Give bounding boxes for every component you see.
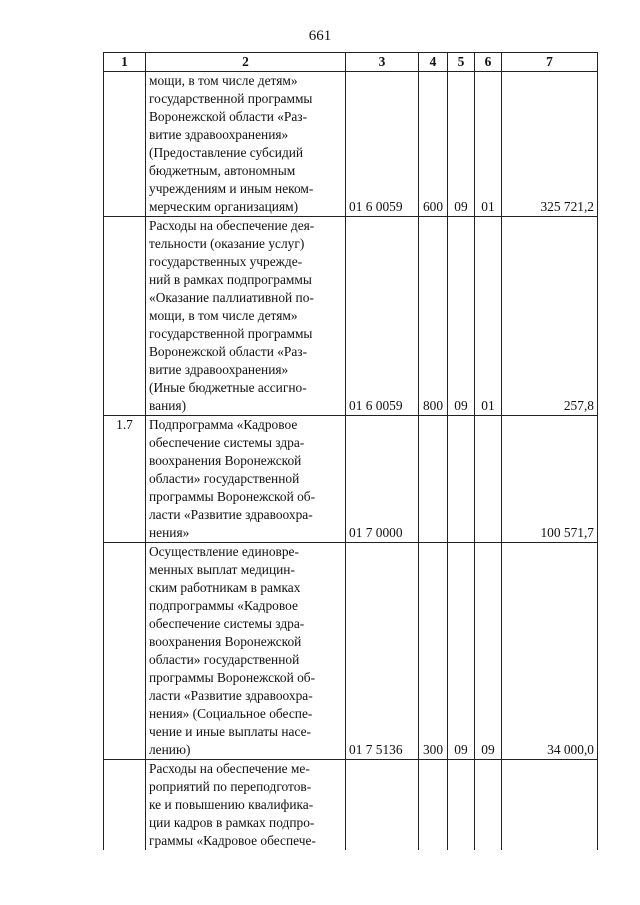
description-line: граммы «Кадровое обеспече- [149, 833, 316, 848]
section-code: 09 [448, 217, 475, 416]
table-row [104, 416, 598, 543]
subsection-code [475, 416, 502, 543]
description-line: государственной программы [149, 326, 313, 341]
description-line: мощи, в том числе детям» [149, 308, 298, 323]
description-line: государственных учрежде- [149, 254, 303, 269]
table-row [104, 217, 598, 416]
amount-value: 325 721,2 [502, 72, 598, 217]
target-article-code: 01 6 0059 [346, 72, 419, 217]
description-line: программы Воронежской об- [149, 670, 316, 685]
subsection-code [475, 760, 502, 851]
target-article-code: 01 6 0059 [346, 217, 419, 416]
budget-table [103, 52, 598, 850]
description-line: учреждениям и иным неком- [149, 181, 314, 196]
row-description [146, 72, 346, 217]
column-header: 1 [104, 53, 146, 72]
expense-type-code [419, 760, 448, 851]
target-article-code [346, 760, 419, 851]
amount-value [502, 760, 598, 851]
table-row [104, 760, 598, 851]
row-index: 1.7 [104, 416, 146, 543]
description-line: ским работникам в рамках [149, 580, 301, 595]
description-line: витие здравоохранения» [149, 127, 289, 142]
table-header-row [104, 53, 598, 72]
description-line: Подпрограмма «Кадровое [149, 417, 298, 432]
subsection-code: 01 [475, 72, 502, 217]
description-line: Осуществление единовре- [149, 544, 299, 559]
row-index [104, 217, 146, 416]
description-line: нения» (Социальное обеспе- [149, 706, 313, 721]
description-line: ний в рамках подпрограммы [149, 272, 312, 287]
description-line: государственной программы [149, 91, 313, 106]
column-header: 7 [502, 53, 598, 72]
description-line: «Оказание паллиативной по- [149, 290, 314, 305]
description-line: ласти «Развитие здравоохра- [149, 688, 313, 703]
description-line: мерческим организациям) [149, 199, 299, 214]
description-line: воохранения Воронежской [149, 453, 302, 468]
description-line: чение и иные выплаты насе- [149, 724, 312, 739]
description-line: менных выплат медицин- [149, 562, 295, 577]
row-index [104, 543, 146, 760]
description-line: мощи, в том числе детям» [149, 73, 298, 88]
description-line: витие здравоохранения» [149, 362, 289, 377]
column-header: 3 [346, 53, 419, 72]
description-line: Расходы на обеспечение дея- [149, 218, 315, 233]
description-line: обеспечение системы здра- [149, 435, 305, 450]
target-article-code: 01 7 5136 [346, 543, 419, 760]
row-description [146, 543, 346, 760]
section-code: 09 [448, 72, 475, 217]
description-line: Расходы на обеспечение ме- [149, 761, 310, 776]
page-number: 661 [308, 28, 332, 44]
description-line: (Иные бюджетные ассигно- [149, 380, 307, 395]
expense-type-code: 300 [419, 543, 448, 760]
description-line: нения» [149, 525, 190, 540]
row-description [146, 416, 346, 543]
table-row [104, 72, 598, 217]
section-code [448, 760, 475, 851]
table-row [104, 543, 598, 760]
row-index [104, 72, 146, 217]
description-line: ции кадров в рамках подпро- [149, 815, 315, 830]
description-line: области» государственной [149, 652, 300, 667]
column-header: 5 [448, 53, 475, 72]
description-line: вания) [149, 398, 187, 413]
section-code [448, 416, 475, 543]
expense-type-code [419, 416, 448, 543]
expense-type-code: 800 [419, 217, 448, 416]
description-line: области» государственной [149, 471, 300, 486]
section-code: 09 [448, 543, 475, 760]
description-line: (Предоставление субсидий [149, 145, 304, 160]
description-line: Воронежской области «Раз- [149, 344, 308, 359]
target-article-code: 01 7 0000 [346, 416, 419, 543]
expense-type-code: 600 [419, 72, 448, 217]
row-description [146, 217, 346, 416]
description-line: обеспечение системы здра- [149, 616, 305, 631]
column-header: 4 [419, 53, 448, 72]
amount-value: 34 000,0 [502, 543, 598, 760]
amount-value: 257,8 [502, 217, 598, 416]
row-description [146, 760, 346, 851]
subsection-code: 09 [475, 543, 502, 760]
amount-value: 100 571,7 [502, 416, 598, 543]
description-line: ласти «Развитие здравоохра- [149, 507, 313, 522]
description-line: воохранения Воронежской [149, 634, 302, 649]
row-index [104, 760, 146, 851]
description-line: программы Воронежской об- [149, 489, 316, 504]
description-line: ке и повышению квалифика- [149, 797, 314, 812]
description-line: тельности (оказание услуг) [149, 236, 305, 251]
subsection-code: 01 [475, 217, 502, 416]
column-header: 6 [475, 53, 502, 72]
description-line: Воронежской области «Раз- [149, 109, 308, 124]
description-line: бюджетным, автономным [149, 163, 296, 178]
description-line: лению) [149, 742, 191, 757]
column-header: 2 [146, 53, 346, 72]
description-line: роприятий по переподготов- [149, 779, 312, 794]
description-line: подпрограммы «Кадровое [149, 598, 298, 613]
